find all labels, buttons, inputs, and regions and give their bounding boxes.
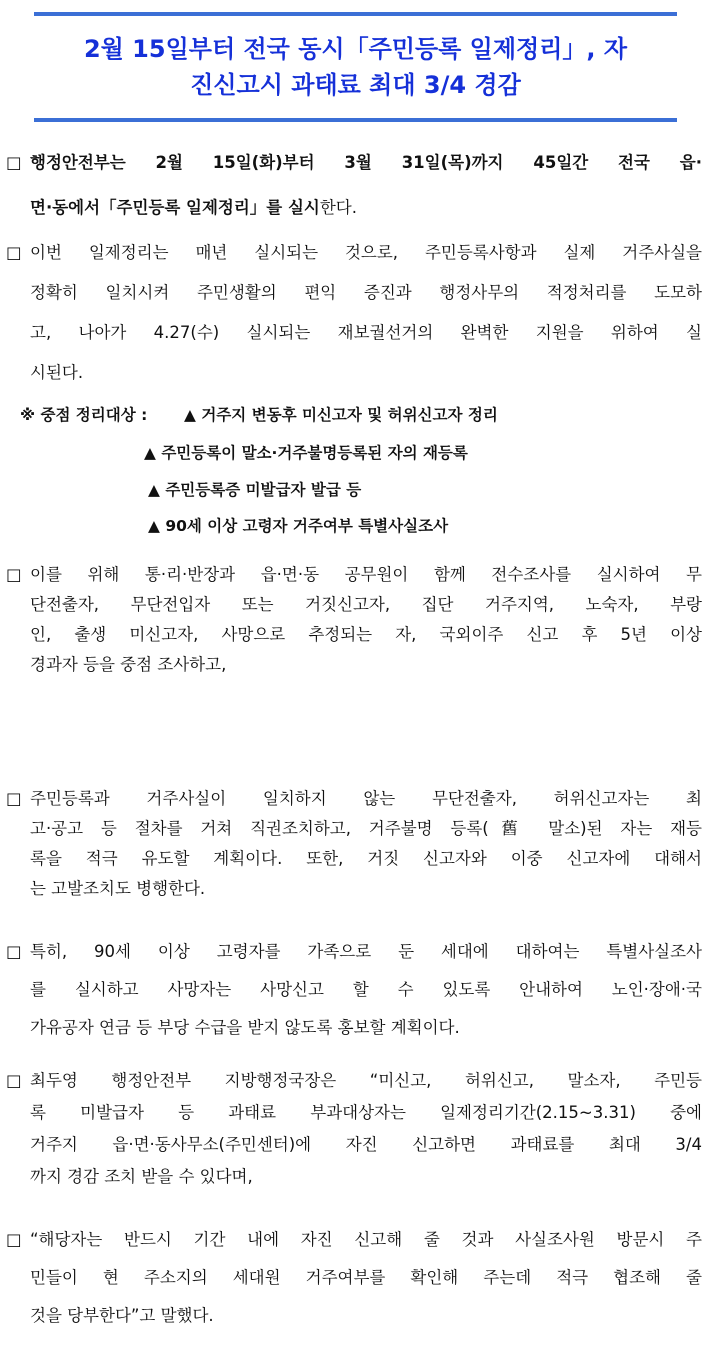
- paragraph-1: [0, 140, 712, 230]
- focus-targets: [20, 403, 700, 543]
- paragraph-3-line-3: 인, 출생 미신고자, 사망으로 추정되는 자, 국외이주 신고 후 5년 이상: [30, 625, 702, 644]
- paragraph-3-line-1: 이를 위해 통·리·반장과 읍·면·동 공무원이 함께 전수조사를 실시하여 무: [30, 565, 702, 584]
- paragraph-4-line-3: 록을 적극 유도할 계획이다. 또한, 거짓 신고자와 이중 신고자에 대해서: [30, 849, 702, 868]
- bullet-box-icon: □: [6, 1071, 22, 1090]
- paragraph-1-line-2-bold: 면·동에서「주민등록 일제정리」를 실시: [30, 198, 320, 217]
- bullet-box-icon: □: [6, 243, 22, 262]
- paragraph-6-line-4: 까지 경감 조치 받을 수 있다며,: [30, 1167, 253, 1186]
- paragraph-4-line-1: 주민등록과 거주사실이 일치하지 않는 무단전출자, 허위신고자는 최: [30, 789, 702, 808]
- paragraph-3: [0, 560, 712, 680]
- paragraph-2-line-1: 이번 일제정리는 매년 실시되는 것으로, 주민등록사항과 실제 거주사실을: [30, 243, 702, 262]
- paragraph-7-line-3: 것을 당부한다”고 말했다.: [30, 1306, 214, 1325]
- paragraph-6-line-1: 최두영 행정안전부 지방행정국장은 “미신고, 허위신고, 말소자, 주민등: [30, 1071, 702, 1090]
- title-line-1: 2월 15일부터 전국 동시「주민등록 일제정리」, 자: [83, 35, 628, 63]
- paragraph-1-line-2: [30, 185, 702, 230]
- bullet-box-icon: □: [6, 942, 22, 961]
- bullet-box-icon: □: [6, 1230, 22, 1249]
- paragraph-1-line-2-rest: 한다.: [319, 198, 357, 217]
- paragraph-3-line-2: 단전출자, 무단전입자 또는 거짓신고자, 집단 거주지역, 노숙자, 부랑: [30, 595, 702, 614]
- paragraph-4-line-4: 는 고발조치도 병행한다.: [30, 879, 206, 898]
- paragraph-5-line-1: 특히, 90세 이상 고령자를 가족으로 둔 세대에 대하여는 특별사실조사: [30, 942, 702, 961]
- paragraph-5-line-2: 를 실시하고 사망자는 사망신고 할 수 있도록 안내하여 노인·장애·국: [30, 980, 702, 999]
- bullet-box-icon: □: [6, 789, 22, 808]
- paragraph-4: [0, 784, 712, 904]
- focus-label: ※ 중점 정리대상 :: [20, 406, 148, 424]
- focus-item-3: ▲ 주민등록증 미발급자 발급 등: [148, 481, 362, 499]
- bullet-box-icon: □: [6, 153, 22, 172]
- paragraph-6: [0, 1065, 712, 1193]
- focus-item-4: ▲ 90세 이상 고령자 거주여부 특별사실조사: [148, 517, 449, 535]
- paragraph-1-line-1: 행정안전부는 2월 15일(화)부터 3월 31일(목)까지 45일간 전국 읍·: [30, 153, 702, 172]
- paragraph-7: [0, 1221, 712, 1335]
- paragraph-5: [0, 933, 712, 1047]
- title-line-2: 진신고시 과태료 최대 3/4 경감: [190, 71, 521, 99]
- paragraph-7-line-2: 민들이 현 주소지의 세대원 거주여부를 확인해 주는데 적극 협조해 줄: [30, 1268, 702, 1287]
- focus-item-1: ▲ 거주지 변동후 미신고자 및 허위신고자 정리: [184, 406, 498, 424]
- paragraph-7-line-1: “해당자는 반드시 기간 내에 자진 신고해 줄 것과 사실조사원 방문시 주: [30, 1230, 702, 1249]
- paragraph-6-line-3: 거주지 읍·면·동사무소(주민센터)에 자진 신고하면 과태료를 최대 3/4: [30, 1135, 702, 1154]
- focus-item-2: ▲ 주민등록이 말소·거주불명등록된 자의 재등록: [144, 444, 468, 462]
- paragraph-2-line-4: 시된다.: [30, 363, 84, 382]
- bullet-box-icon: □: [6, 565, 22, 584]
- paragraph-6-line-2: 록 미발급자 등 과태료 부과대상자는 일제정리기간(2.15~3.31) 중에: [30, 1103, 702, 1122]
- paragraph-3-line-4: 경과자 등을 중점 조사하고,: [30, 655, 227, 674]
- title-box: [34, 12, 677, 122]
- paragraph-4-line-2: 고·공고 등 절차를 거쳐 직권조치하고, 거주불명 등록(舊 말소)된 자는 재등: [30, 819, 702, 838]
- paragraph-2: [0, 233, 712, 393]
- paragraph-2-line-3: 고, 나아가 4.27(수) 실시되는 재보궐선거의 완벽한 지원을 위하여 실: [30, 323, 702, 342]
- paragraph-2-line-2: 정확히 일치시켜 주민생활의 편익 증진과 행정사무의 적정처리를 도모하: [30, 283, 702, 302]
- paragraph-5-line-3: 가유공자 연금 등 부당 수급을 받지 않도록 홍보할 계획이다.: [30, 1018, 460, 1037]
